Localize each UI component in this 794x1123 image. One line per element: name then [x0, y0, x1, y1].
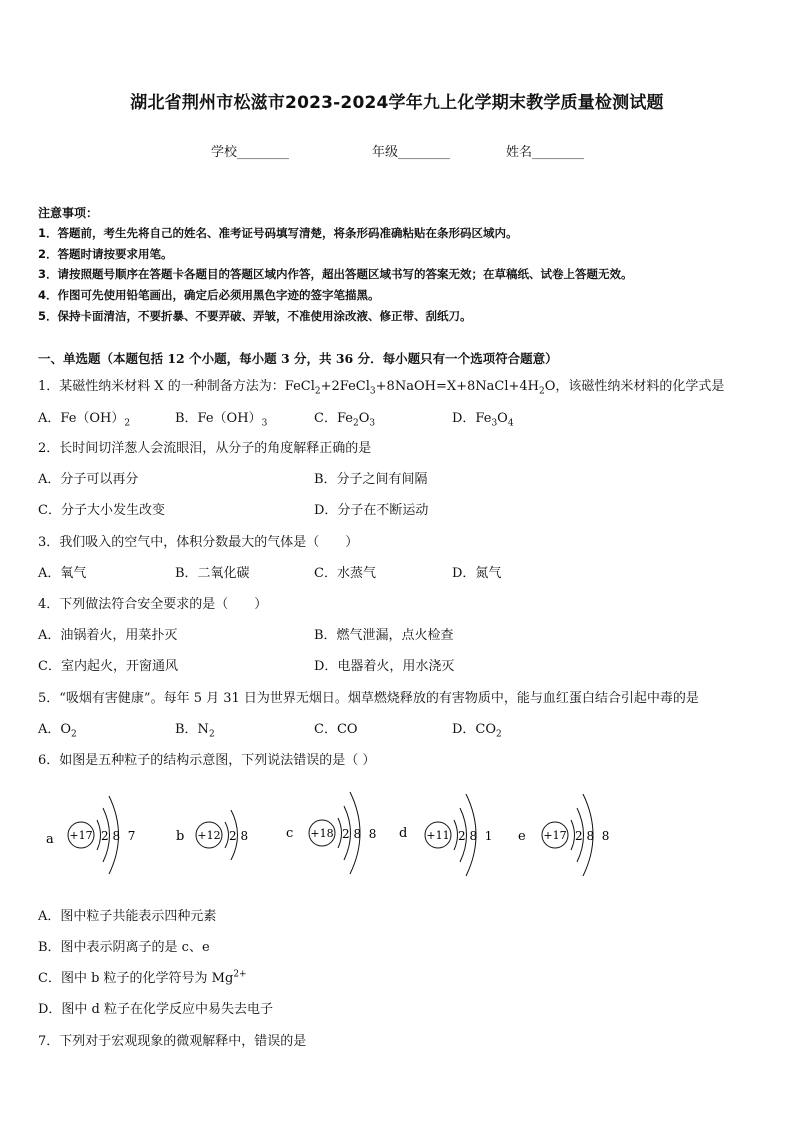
note-item: 1．答题前，考生先将自己的姓名、准考证号码填写清楚，将条形码准确粘贴在条形码区域内。 — [38, 226, 518, 240]
option-b: B．分子之间有间隔 — [314, 472, 428, 487]
option-b: B．$N_2$ — [175, 722, 215, 740]
option-d: D．$Fe_3O_4$ — [452, 411, 514, 429]
grade-field: 年级________ — [372, 145, 451, 160]
option-b: B．图中表示阴离子的是 c、e — [38, 940, 210, 955]
question-6-stem: 6．如图是五种粒子的结构示意图，下列说法错误的是（ ） — [38, 753, 376, 768]
question-7-stem: 7．下列对于宏观现象的微观解释中，错误的是 — [38, 1034, 307, 1049]
nucleus-charge: +18 — [310, 827, 334, 840]
option-d: D．分子在不断运动 — [314, 503, 429, 518]
school-field: 学校________ — [211, 145, 290, 160]
question-3-stem: 3．我们吸入的空气中，体积分数最大的气体是（ ） — [38, 535, 359, 550]
nucleus-charge: +17 — [543, 829, 567, 842]
atom-label: d — [399, 826, 408, 841]
atom-label: e — [518, 829, 526, 844]
electron-shells: 2 8 8 — [575, 829, 610, 843]
option-a: A．$O_2$ — [38, 722, 77, 740]
option-a: A．图中粒子共能表示四种元素 — [38, 909, 217, 924]
page-title: 湖北省荆州市松滋市2023-2024学年九上化学期末教学质量检测试题 — [130, 93, 664, 113]
nucleus-charge: +12 — [197, 829, 221, 842]
electron-shells: 2 8 8 — [342, 827, 377, 841]
electron-shells: 2 8 7 — [101, 829, 136, 843]
option-c: C．室内起火，开窗通风 — [38, 659, 178, 674]
option-c: C．CO — [314, 722, 358, 737]
atom-e — [518, 794, 609, 876]
question-5-stem: 5．“吸烟有害健康”。每年 5 月 31 日为世界无烟日。烟草燃烧释放的有害物质中，能与血红蛋白结合引起中毒的是 — [38, 691, 699, 706]
option-c: C．水蒸气 — [314, 566, 376, 581]
option-c: C．分子大小发生改变 — [38, 503, 165, 518]
atom-c — [286, 792, 376, 874]
option-d: D．氮气 — [452, 566, 502, 581]
nucleus-charge: +11 — [426, 829, 450, 842]
option-b: B．二氧化碳 — [175, 566, 250, 581]
option-a: A．分子可以再分 — [38, 472, 139, 487]
note-item: 2．答题时请按要求用笔。 — [38, 247, 173, 261]
note-item: 3．请按照题号顺序在答题卡各题目的答题区域内作答，超出答题区域书写的答案无效；在草稿纸、试卷上答题无效。 — [38, 267, 633, 281]
option-b: B．燃气泄漏，点火检查 — [314, 628, 454, 643]
option-a: A．$Fe(OH)_2$ — [38, 411, 131, 429]
option-d: D．$CO_2$ — [452, 722, 502, 740]
question-4-stem: 4．下列做法符合安全要求的是（ ） — [38, 597, 268, 612]
electron-shells: 2 8 1 — [458, 829, 493, 843]
note-item: 4．作图可先使用铅笔画出，确定后必须用黑色字迹的签字笔描黑。 — [38, 288, 380, 302]
nucleus-charge: +17 — [69, 829, 93, 842]
option-d: D．电器着火，用水浇灭 — [314, 659, 455, 674]
option-a: A．氧气 — [38, 566, 87, 581]
question-1-stem: 1．某磁性纳米材料 X 的一种制备方法为：$FeCl_2+2FeCl_3+8NaOH=X+8NaCl+4H_2O$，该磁性纳米材料的化学式是 — [38, 379, 725, 397]
section-heading: 一、单选题（本题包括 12 个小题，每小题 3 分，共 36 分．每小题只有一个选项符合题意） — [38, 351, 558, 366]
option-b: B．$Fe(OH)_3$ — [175, 411, 268, 429]
atom-d — [399, 794, 492, 876]
atomic-structure-diagrams — [0, 780, 794, 890]
atom-label: b — [176, 829, 185, 844]
atom-a — [46, 796, 135, 874]
option-d: D．图中 d 粒子在化学反应中易失去电子 — [38, 1002, 274, 1017]
note-item: 5．保持卡面清洁，不要折暴、不要弄破、弄皱，不准使用涂改液、修正带、刮纸刀。 — [38, 309, 472, 323]
question-2-stem: 2．长时间切洋葱人会流眼泪，从分子的角度解释正确的是 — [38, 441, 372, 456]
option-a: A．油锅着火，用菜扑灭 — [38, 628, 178, 643]
option-c: C．图中 b 粒子的化学符号为 $Mg^{2+}$ — [38, 969, 247, 986]
option-c: C．$Fe_2O_3$ — [314, 411, 376, 429]
atom-b — [176, 810, 248, 860]
notes-heading: 注意事项： — [38, 206, 99, 220]
name-field: 姓名________ — [506, 145, 585, 160]
electron-shells: 2 8 — [229, 829, 249, 843]
atom-label: a — [46, 832, 54, 847]
atom-label: c — [286, 826, 294, 841]
